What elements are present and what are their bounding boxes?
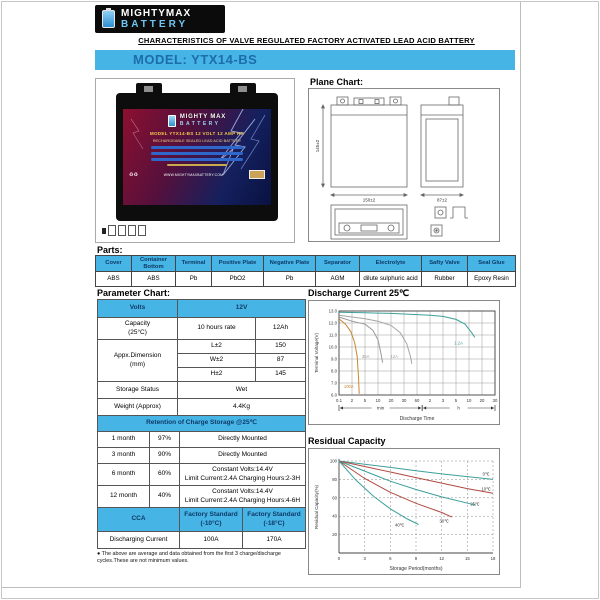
svg-text:18: 18 [490,556,496,561]
svg-text:100: 100 [329,458,337,464]
svg-text:60: 60 [332,495,337,501]
svg-text:0℃: 0℃ [482,471,490,477]
parts-header: Electrolyte [360,256,422,272]
model-banner-text: MODEL: YTX14-BS [133,52,258,67]
parts-value: dilute sulphuric acid [360,272,422,287]
parts-value: Pb [176,272,212,287]
parts-value: PbO2 [212,272,264,287]
dim-height-label: 145±2 [315,139,320,153]
retention-title: Retention of Charge Storage @25℃ [98,416,306,432]
parts-header: Separator [316,256,360,272]
discharge-chart-plot [309,301,499,424]
cca-standard-colder: Factory Standard (-18°C) [243,508,306,532]
retention-header-row [98,416,306,432]
svg-text:h: h [457,405,460,411]
footnote [97,551,305,566]
brand-name-top: MIGHTYMAX [121,8,192,19]
svg-text:11.0: 11.0 [328,332,337,338]
svg-text:6: 6 [389,556,392,561]
retention-period: 6 month [98,464,150,486]
label-battery-icon [168,115,176,127]
dim-width-label: 150±2 [362,197,376,203]
dim-l-name: L±2 [178,340,256,354]
brand-logo [95,5,225,33]
retention-period: 12 month [98,486,150,508]
capacity-rate: 10 hours rate [178,318,256,340]
cca-table [97,507,306,549]
svg-text:15: 15 [464,556,470,561]
svg-text:3: 3 [363,556,366,561]
weight-value: 4.4Kg [178,399,306,416]
parameter-chart-title: Parameter Chart: [97,288,171,298]
plane-chart [308,88,500,242]
cca-standard-cold: Factory Standard (-10°C) [180,508,243,532]
residual-capacity-chart [308,448,500,575]
weight-row [98,399,306,416]
barcode-mark [102,228,106,234]
dimension-label: Appx.Dimension (mm) [98,340,178,382]
label-type-line: RECHARGEABLE SEALED LEAD ACID BATTERY [152,138,242,143]
svg-text:20: 20 [479,398,485,403]
parts-value: AGM [316,272,360,287]
parts-table [95,255,516,287]
parameter-table [97,299,306,416]
parts-header: Negative Plate [264,256,316,272]
svg-text:5: 5 [454,398,458,403]
footnote-bullet: ● [97,551,102,557]
volts-row [98,300,306,318]
parts-header: Safty Valve [422,256,468,272]
retention-method: Directly Mounted [180,432,306,448]
svg-text:6.0: 6.0 [331,392,337,398]
parts-header: Terminal [176,256,212,272]
label-brand-bottom: BATTERY [179,121,221,127]
parts-value: ABS [132,272,176,287]
svg-text:30: 30 [401,398,407,403]
retention-row-3 [98,464,306,486]
svg-text:20: 20 [332,532,337,538]
svg-text:12: 12 [439,556,445,561]
battery-product-image [95,78,295,243]
retention-row-1 [98,432,306,448]
parts-header: Cover [96,256,132,272]
volts-value: 12V [178,300,306,318]
svg-text:8.0: 8.0 [331,368,337,374]
svg-text:0: 0 [337,556,341,561]
svg-text:Discharge Time: Discharge Time [399,416,435,422]
barcode-cell [138,225,146,236]
label-bottom-row [123,170,271,179]
battery-icon [102,10,115,28]
parts-header: Seal Glue [468,256,516,272]
svg-text:30: 30 [492,398,498,403]
barcode-cell [128,225,136,236]
retention-period: 1 month [98,432,150,448]
label-info-bar-1 [151,146,243,150]
svg-text:13.0: 13.0 [328,308,337,314]
svg-text:3: 3 [441,398,445,403]
label-info-bar-2 [151,152,243,156]
svg-text:10℃: 10℃ [481,486,491,492]
label-model-line: MODEL YTX14-BS 12 VOLT 12 AMP HR [149,131,245,136]
parts-value: Rubber [422,272,468,287]
parts-header: Container Bottom [132,256,176,272]
retention-pct: 90% [150,448,180,464]
brand-text [121,8,191,30]
dim-depth-label: 87±2 [437,197,447,203]
retention-method: Constant Volts:14.4V Limit Current:2.4A Charging Hours:4-6H [180,486,306,508]
model-banner [95,50,515,70]
svg-text:1.2A: 1.2A [454,340,463,346]
capacity-label: Capacity (25°C) [98,318,178,340]
plane-chart-drawing [309,89,499,241]
label-info-bar-4 [167,164,226,167]
storage-value: Wet [178,382,306,399]
dimension-row-l [98,340,306,354]
dim-w-name: W±2 [178,354,256,368]
svg-text:Storage Period(months): Storage Period(months) [389,566,443,572]
residual-chart-plot [309,449,499,574]
svg-text:Terminal Voltage(V): Terminal Voltage(V) [314,332,319,374]
label-info-bar-3 [151,158,243,162]
svg-text:40℃: 40℃ [395,522,405,528]
page-bottom-border [2,587,521,588]
retention-period: 3 month [98,448,150,464]
svg-text:20: 20 [388,398,394,403]
svg-text:12.0: 12.0 [328,320,337,326]
dim-h-value: 145 [256,368,306,382]
svg-text:min: min [376,405,385,411]
svg-text:25℃: 25℃ [470,501,480,507]
storage-label: Storage Status [98,382,178,399]
svg-text:0.1: 0.1 [336,398,342,403]
discharging-label: Discharging Current [98,532,180,549]
svg-text:12A: 12A [390,353,398,359]
svg-text:36A: 36A [361,353,370,359]
discharge-chart-title: Discharge Current 25℃ [308,288,410,298]
label-brand-top: MIGHTY MAX [179,114,227,120]
page-right-border [520,2,521,588]
retention-table [97,415,306,508]
discharging-value-2: 170A [243,532,306,549]
svg-text:2: 2 [350,398,354,403]
svg-text:100A: 100A [343,383,354,389]
svg-text:9.0: 9.0 [331,356,337,362]
svg-text:7.0: 7.0 [331,380,337,386]
retention-row-2 [98,448,306,464]
barcode-strip [102,225,146,236]
retention-method: Constant Volts:14.4V Limit Current:2.4A Charging Hours:2-3H [180,464,306,486]
svg-text:60: 60 [414,398,420,403]
retention-row-4 [98,486,306,508]
battery-case [116,93,278,221]
brand-name-bottom: BATTERY [121,19,189,30]
barcode-cell [118,225,126,236]
svg-text:9: 9 [414,556,418,561]
parts-value: ABS [96,272,132,287]
svg-text:40: 40 [332,513,337,519]
storage-row [98,382,306,399]
discharge-chart [308,300,500,425]
cca-header-row [98,508,306,532]
label-website: WWW.MIGHTYMAXBATTERY.COM [163,172,224,177]
retention-pct: 40% [150,486,180,508]
residual-chart-title: Residual Capacity [308,436,386,446]
barcode-cell [108,225,116,236]
svg-text:30℃: 30℃ [439,518,449,524]
parts-header: Positive Plate [212,256,264,272]
battery-label [123,109,271,205]
svg-text:5: 5 [363,398,367,403]
discharging-current-row [98,532,306,549]
svg-text:Residual Capacity(%): Residual Capacity(%) [314,484,319,530]
svg-text:10: 10 [375,398,381,403]
svg-text:10.0: 10.0 [328,344,337,350]
parts-title: Parts: [97,245,123,255]
parts-value: Pb [264,272,316,287]
footnote-text: The above are average and data obtained from the first 3 charge/discharge cycles.These are not minimum values. [97,551,281,565]
capacity-value: 12Ah [256,318,306,340]
retention-pct: 97% [150,432,180,448]
label-badge [249,170,265,179]
parts-value: Epoxy Resin [468,272,516,287]
svg-text:10: 10 [466,398,472,403]
cca-label: CCA [98,508,180,532]
svg-text:2: 2 [428,398,432,403]
label-brand-logo [147,114,247,127]
dim-l-value: 150 [256,340,306,354]
volts-label: Volts [98,300,178,318]
plane-chart-title: Plane Chart: [310,77,364,87]
document-title: CHARACTERISTICS OF VALVE REGULATED FACTORY ACTIVATED LEAD ACID BATTERY [138,36,475,45]
retention-pct: 60% [150,464,180,486]
dim-w-value: 87 [256,354,306,368]
capacity-row [98,318,306,340]
svg-text:80: 80 [332,476,337,482]
dim-h-name: H±2 [178,368,256,382]
recycle-icon: ♻♻ [129,171,138,178]
weight-label: Weight (Approx) [98,399,178,416]
parts-header-row [96,256,516,272]
parts-value-row [96,272,516,287]
retention-method: Directly Mounted [180,448,306,464]
discharging-value-1: 100A [180,532,243,549]
